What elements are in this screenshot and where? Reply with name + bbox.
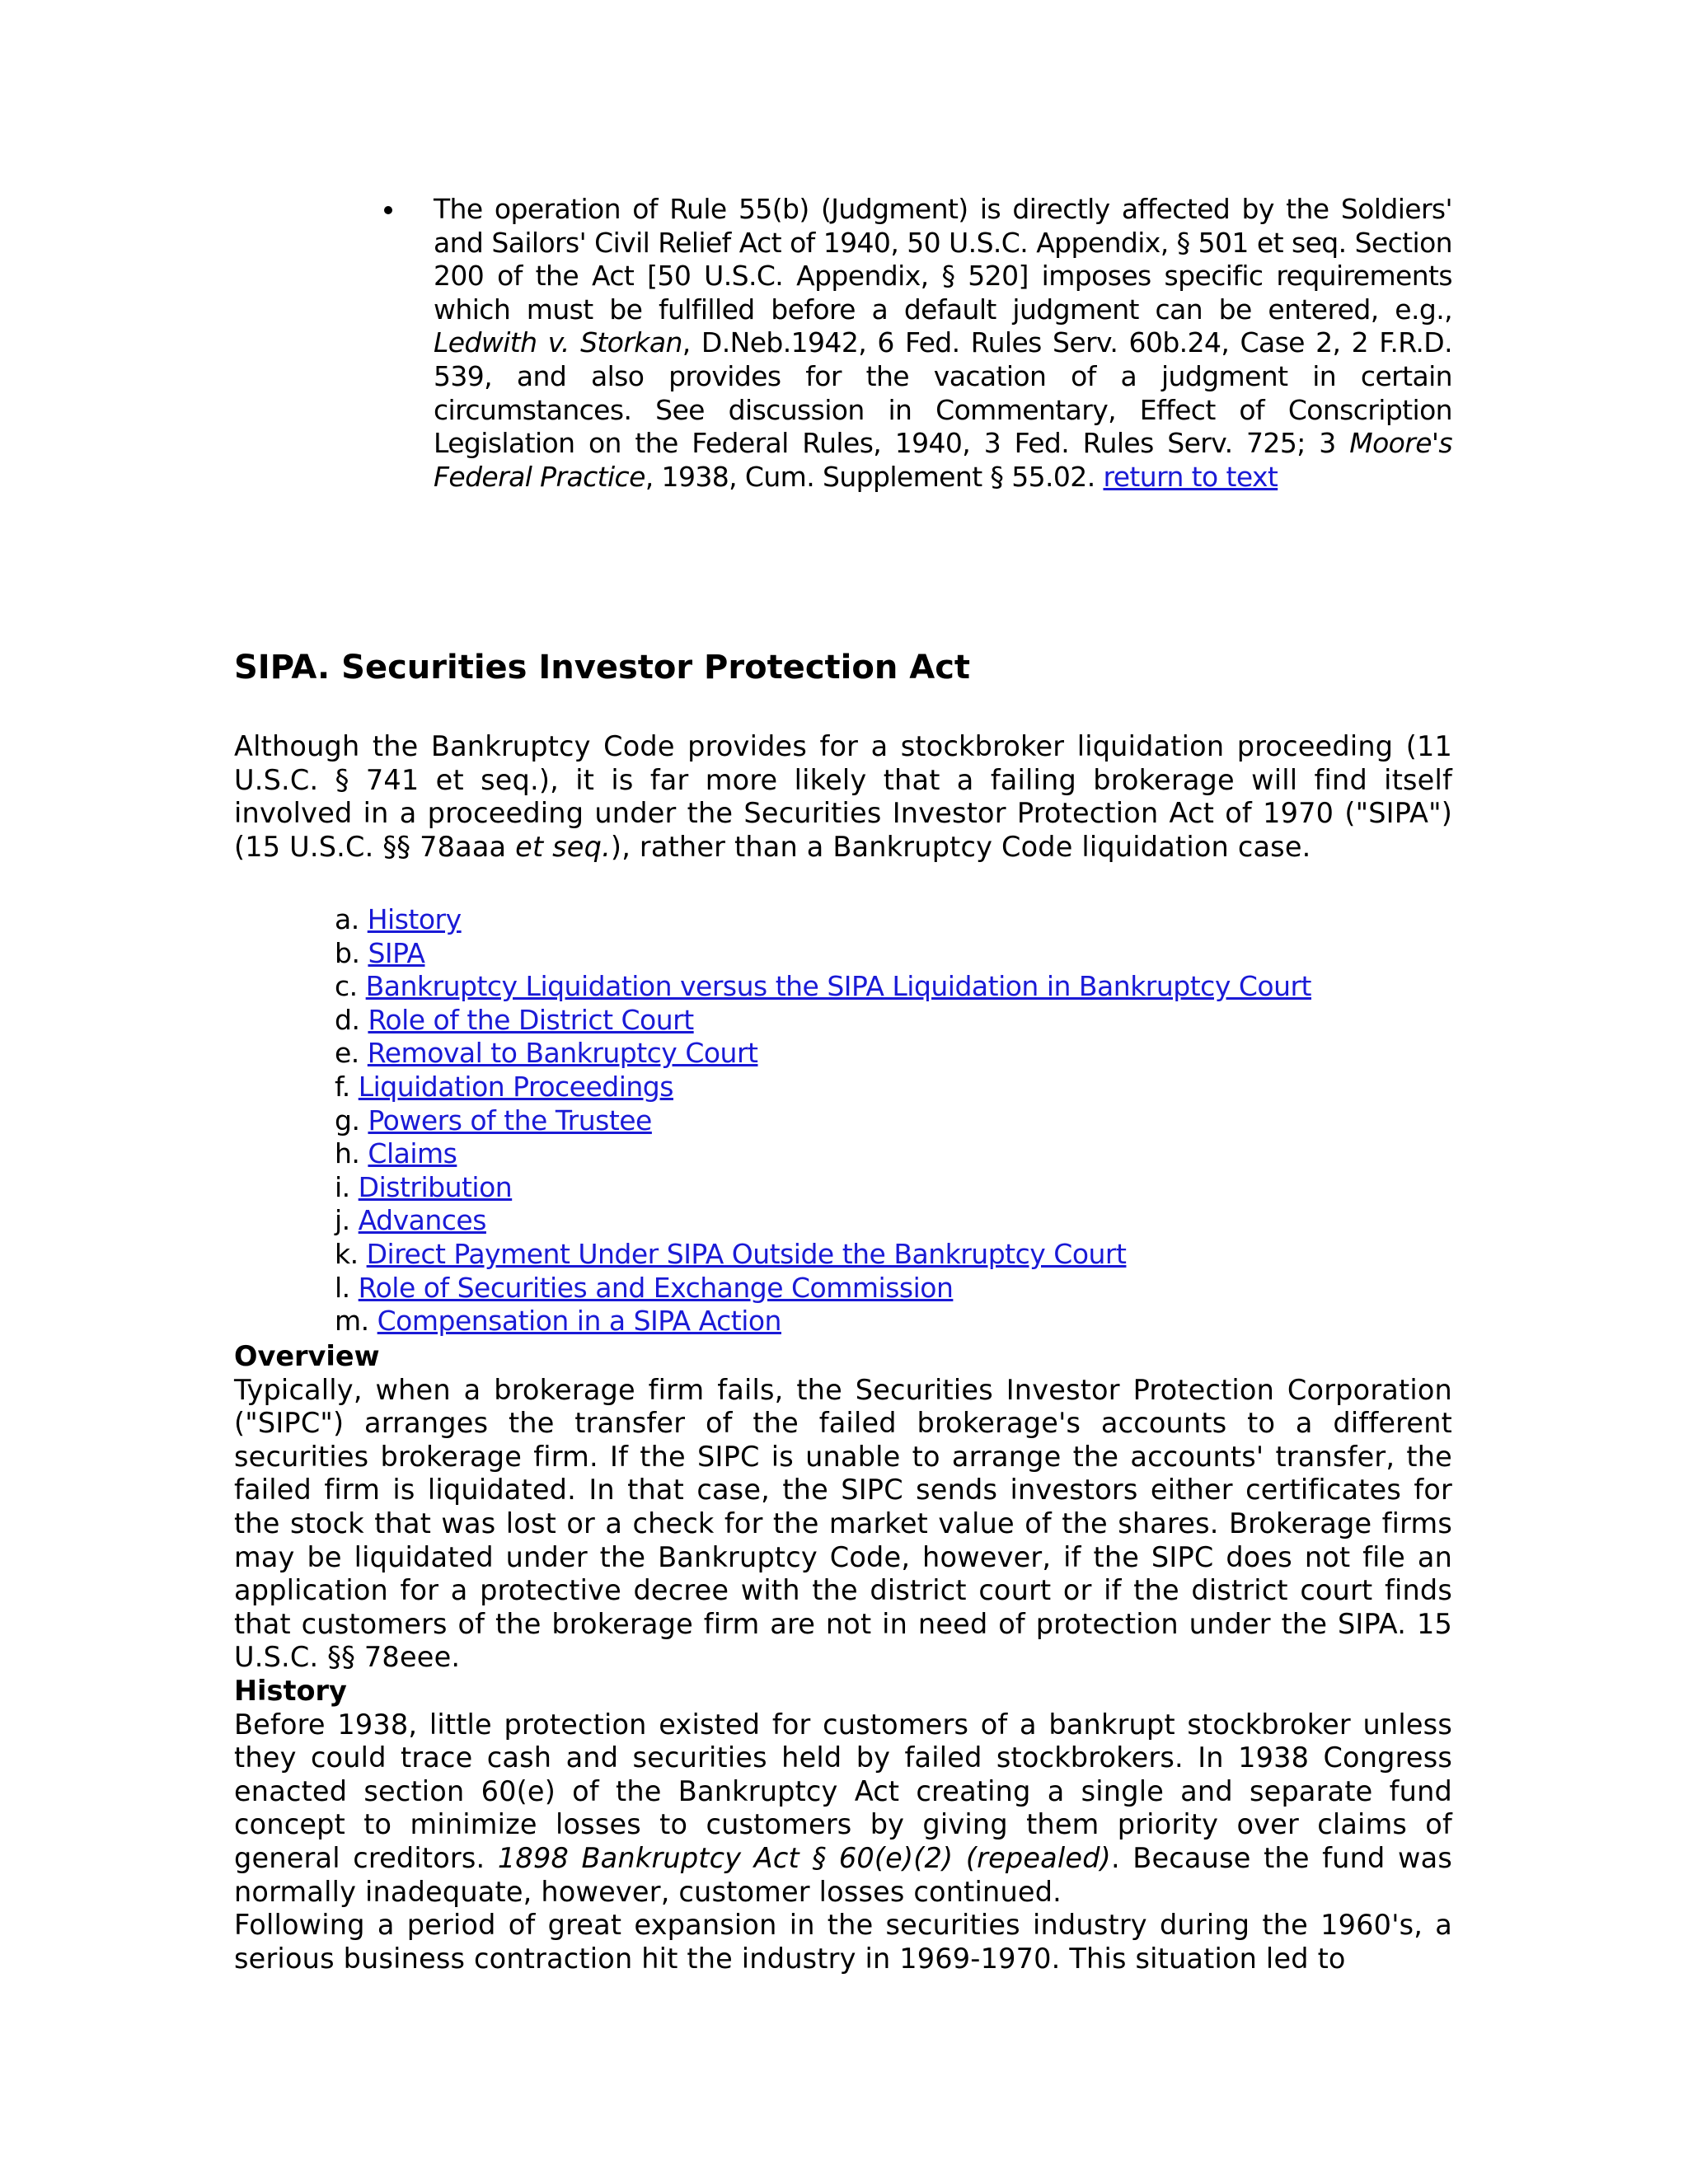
bullet-icon [384,206,392,214]
toc-link-direct-payment[interactable]: Direct Payment Under SIPA Outside the Bankruptcy Court [366,1237,1127,1270]
toc-item: b. SIPA [335,936,425,969]
toc-item: k. Direct Payment Under SIPA Outside the Bankruptcy Court [335,1237,1127,1270]
toc-link-powers-trustee[interactable]: Powers of the Trustee [368,1104,652,1137]
article-body [234,1340,1452,1975]
toc-item: l. Role of Securities and Exchange Commission [335,1271,954,1304]
history-citation: 1898 Bankruptcy Act § 60(e)(2) (repealed) [497,1841,1111,1874]
toc-item: i. Distribution [335,1170,513,1203]
treatise-name: Moore's Federal Practice [434,427,1452,493]
intro-paragraph: Although the Bankruptcy Code provides for a stockbroker liquidation proceeding (11 U.S.C. § 741 et seq.), it is far more likely that a failing brokerage will find itself involved in a proceeding under the Securities Investor Protection Act of 1970 ("SIPA") (15 U.S.C. §§ 78aaa et seq.), rather than a Bankruptcy Code liquidation case. [234,730,1452,863]
toc-link-history[interactable]: History [367,903,462,935]
toc-link-sipa[interactable]: SIPA [368,936,425,969]
toc-item: a. History [335,903,462,935]
overview-paragraph: Typically, when a brokerage firm fails, the Securities Investor Protection Corporation ("SIPC") arranges the transfer of the failed brokerage's accounts to a different securities brokerage firm. If the SIPC is unable to arrange the accounts' transfer, the failed firm is liquidated. In that case, the SIPC sends investors either certificates for the stock that was lost or a check for the market value of the shares. Brokerage firms may be liquidated under the Bankruptcy Code, however, if the SIPC does not file an application for a protective decree with the district court or if the district court finds that customers of the brokerage firm are not in need of protection under the SIPA. 15 U.S.C. §§ 78eee. [234,1373,1452,1674]
toc-item: d. Role of the District Court [335,1003,694,1036]
toc-link-removal[interactable]: Removal to Bankruptcy Court [367,1037,758,1070]
overview-heading: Overview [234,1340,380,1372]
toc-item: e. Removal to Bankruptcy Court [335,1037,758,1070]
case-name: Ledwith v. Storkan [434,326,682,359]
toc-item: g. Powers of the Trustee [335,1104,652,1137]
table-of-contents [335,903,1311,1338]
toc-link-distribution[interactable]: Distribution [358,1170,513,1203]
toc-item: h. Claims [335,1137,457,1170]
toc-item: j. Advances [335,1204,486,1237]
history-heading: History [234,1674,347,1707]
toc-item: m. Compensation in a SIPA Action [335,1305,781,1338]
toc-item: f. Liquidation Proceedings [335,1070,673,1103]
footnote-item [384,193,1452,494]
toc-link-district-court[interactable]: Role of the District Court [368,1003,694,1036]
toc-item: c. Bankruptcy Liquidation versus the SIPA Liquidation in Bankruptcy Court [335,970,1311,1003]
toc-link-liquidation-proceedings[interactable]: Liquidation Proceedings [358,1070,673,1103]
footnote-text: The operation of Rule 55(b) (Judgment) is directly affected by the Soldiers' and Sailors' Civil Relief Act of 1940, 50 U.S.C. Appendix, § 501 et seq. Section 200 of the Act [50 U.S.C. Appendix, § 520] imposes specific requirements which must be fulfilled before a default judgment can be entered, e.g., Ledwith v. Storkan, D.Neb.1942, 6 Fed. Rules Serv. 60b.24, Case 2, 2 F.R.D. 539, and also provides for the vacation of a judgment in certain circumstances. See discussion in Commentary, Effect of Conscription Legislation on the Federal Rules, 1940, 3 Fed. Rules Serv. 725; 3 Moore's Federal Practice, 1938, Cum. Supplement § 55.02. return to text [434,193,1452,493]
history-paragraph: Before 1938, little protection existed for customers of a bankrupt stockbroker unless they could trace cash and securities held by failed stockbrokers. In 1938 Congress enacted section 60(e) of the Bankruptcy Act creating a single and separate fund concept to minimize losses to customers by giving them priority over claims of general creditors. 1898 Bankruptcy Act § 60(e)(2) (repealed). Because the fund was normally inadequate, however, customer losses continued. [234,1708,1452,1908]
return-to-text-link[interactable]: return to text [1103,460,1278,493]
section-title: SIPA. Securities Investor Protection Act [234,649,971,687]
toc-link-sec-role[interactable]: Role of Securities and Exchange Commission [358,1271,954,1304]
toc-link-bankruptcy-vs-sipa[interactable]: Bankruptcy Liquidation versus the SIPA Liquidation in Bankruptcy Court [365,970,1311,1003]
toc-link-compensation[interactable]: Compensation in a SIPA Action [377,1305,781,1338]
history-paragraph-2: Following a period of great expansion in the securities industry during the 1960's, a serious business contraction hit the industry in 1969-1970. This situation led to [234,1909,1452,1975]
toc-link-claims[interactable]: Claims [368,1137,457,1170]
toc-link-advances[interactable]: Advances [358,1204,486,1237]
